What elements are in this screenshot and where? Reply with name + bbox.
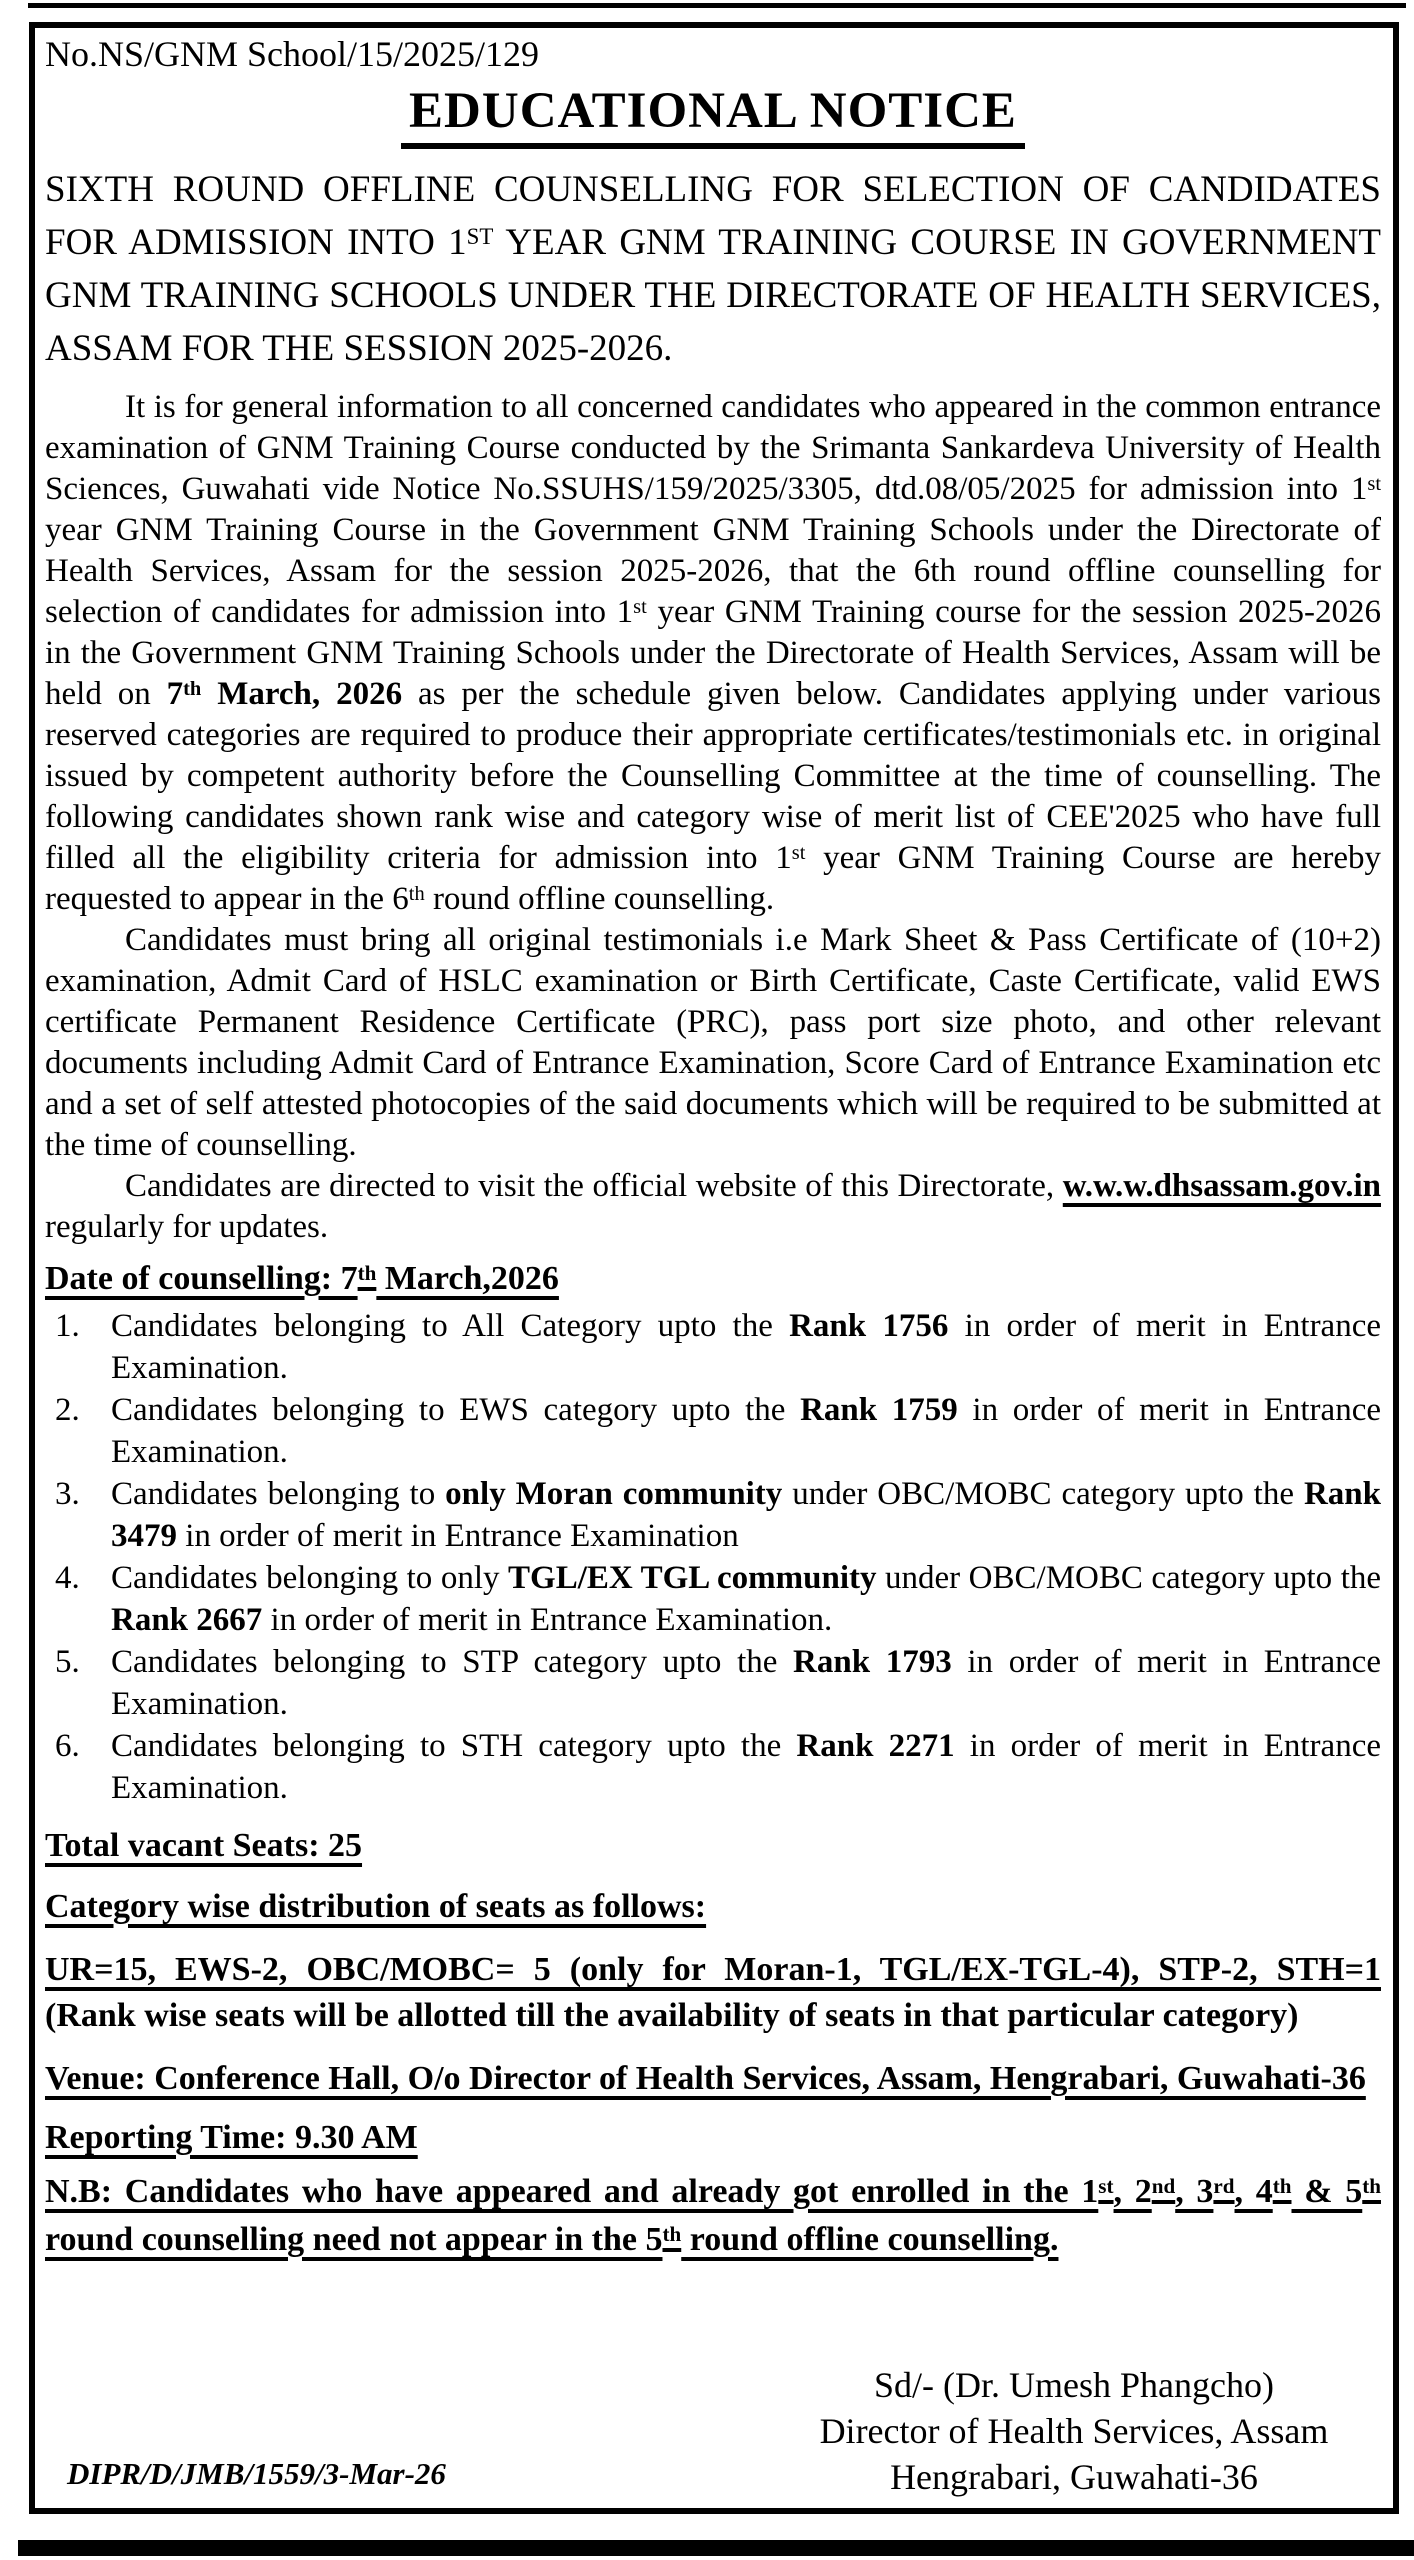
list-item — [45, 1473, 1381, 1557]
signature-block — [769, 2362, 1379, 2500]
paragraph-website: Candidates are directed to visit the official website of this Directorate, w.w.w.dhsassam.gov.in regularly for updates. — [45, 1168, 1381, 1245]
list-item-number: 5. — [55, 1644, 80, 1680]
nb-line: N.B: Candidates who have appeared and already got enrolled in the 1st, 2nd, 3rd, 4th & 5th round counselling need not appear in the 5th round offline counselling. — [45, 2173, 1381, 2258]
list-item-number: 2. — [55, 1392, 80, 1428]
list-item-text: Candidates belonging to STH category upto the Rank 2271 in order of merit in Entrance Examination. — [111, 1728, 1381, 1806]
category-distribution-heading-label: Category wise distribution of seats as follows: — [45, 1888, 707, 1925]
list-item-number: 1. — [55, 1308, 80, 1344]
reference-number: No.NS/GNM School/15/2025/129 — [45, 34, 540, 74]
bottom-bar — [18, 2540, 1414, 2556]
date-of-counselling-heading: Date of counselling: 7th March,2026 — [45, 1260, 559, 1297]
category-distribution-line: UR=15, EWS-2, OBC/MOBC= 5 (only for Moran-1, TGL/EX-TGL-4), STP-2, STH=1 (Rank wise seats will be allotted till the availability of seats in that particular category) — [45, 1951, 1381, 2034]
notice-title: EDUCATIONAL NOTICE — [401, 83, 1025, 149]
total-vacant-seats-label: Total vacant Seats: 25 — [45, 1827, 363, 1864]
list-item-text: Candidates belonging to All Category upto the Rank 1756 in order of merit in Entrance Examination. — [111, 1308, 1382, 1386]
list-item-number: 4. — [55, 1560, 80, 1596]
total-vacant-seats — [45, 1825, 1381, 1866]
title-row — [45, 83, 1381, 149]
signature-address: Hengrabari, Guwahati-36 — [890, 2457, 1258, 2497]
category-rank-list — [45, 1305, 1381, 1809]
notice-subject: SIXTH ROUND OFFLINE COUNSELLING FOR SELECTION OF CANDIDATES FOR ADMISSION INTO 1ST YEAR GNM TRAINING COURSE IN GOVERNMENT GNM TRAINING SCHOOLS UNDER THE DIRECTORATE OF HEALTH SERVICES, ASSAM FOR THE SESSION 2025-2026. — [45, 169, 1381, 369]
category-distribution-heading — [45, 1886, 1381, 1927]
signature-designation: Director of Health Services, Assam — [819, 2411, 1329, 2451]
list-item — [45, 1725, 1381, 1809]
list-item-text: Candidates belonging to only TGL/EX TGL community under OBC/MOBC category upto the Rank 2667 in order of merit in Entrance Examination. — [111, 1560, 1382, 1638]
paragraph-documents: Candidates must bring all original testimonials i.e Mark Sheet & Pass Certificate of (10+2) examination, Admit Card of HSLC examination or Birth Certificate, Caste Certificate, valid EWS certificate Permanent Residence Certificate (PRC), pass port size photo, and other relevant documents including Admit Card of Entrance Examination, Score Card of Entrance Examination etc and a set of self attested photocopies of the said documents which will be required to be submitted at the time of counselling. — [45, 922, 1381, 1163]
notice-box — [29, 22, 1399, 2514]
reporting-time-line — [45, 2117, 1381, 2158]
list-item — [45, 1641, 1381, 1725]
list-item — [45, 1389, 1381, 1473]
top-rule — [28, 3, 1406, 8]
list-item-text: Candidates belonging to only Moran community under OBC/MOBC category upto the Rank 3479 in order of merit in Entrance Examination — [111, 1476, 1381, 1554]
list-item-text: Candidates belonging to EWS category upto the Rank 1759 in order of merit in Entrance Examination. — [111, 1392, 1381, 1470]
list-item-text: Candidates belonging to STP category upto the Rank 1793 in order of merit in Entrance Examination. — [111, 1644, 1381, 1722]
paragraph-intro: It is for general information to all concerned candidates who appeared in the common entrance examination of GNM Training Course conducted by the Srimanta Sankardeva University of Health Sciences, Guwahati vide Notice No.SSUHS/159/2025/3305, dtd.08/05/2025 for admission into 1st year GNM Training Course in the Government GNM Training Schools under the Directorate of Health Services, Assam for the session 2025-2026, that the 6th round offline counselling for selection of candidates for admission into 1st year GNM Training course for the session 2025-2026 in the Government GNM Training Schools under the Directorate of Health Services, Assam will be held on 7th March, 2026 as per the schedule given below. Candidates applying under various reserved categories are required to produce their appropriate certificates/testimonials etc. in original issued by competent authority before the Counselling Committee at the time of counselling. The following candidates shown rank wise and category wise of merit list of CEE'2025 who have full filled all the eligibility criteria for admission into 1st year GNM Training Course are hereby requested to appear in the 6th round offline counselling. — [45, 389, 1381, 917]
list-item-number: 6. — [55, 1728, 80, 1764]
list-item — [45, 1305, 1381, 1389]
dipr-reference: DIPR/D/JMB/1559/3-Mar-26 — [67, 2456, 446, 2491]
list-item-number: 3. — [55, 1476, 80, 1512]
reporting-time-label: Reporting Time: 9.30 AM — [45, 2119, 418, 2156]
venue-line: Venue: Conference Hall, O/o Director of Health Services, Assam, Hengrabari, Guwahati-36 — [45, 2060, 1366, 2097]
list-item — [45, 1557, 1381, 1641]
signature-sd-line: Sd/- (Dr. Umesh Phangcho) — [874, 2365, 1274, 2405]
